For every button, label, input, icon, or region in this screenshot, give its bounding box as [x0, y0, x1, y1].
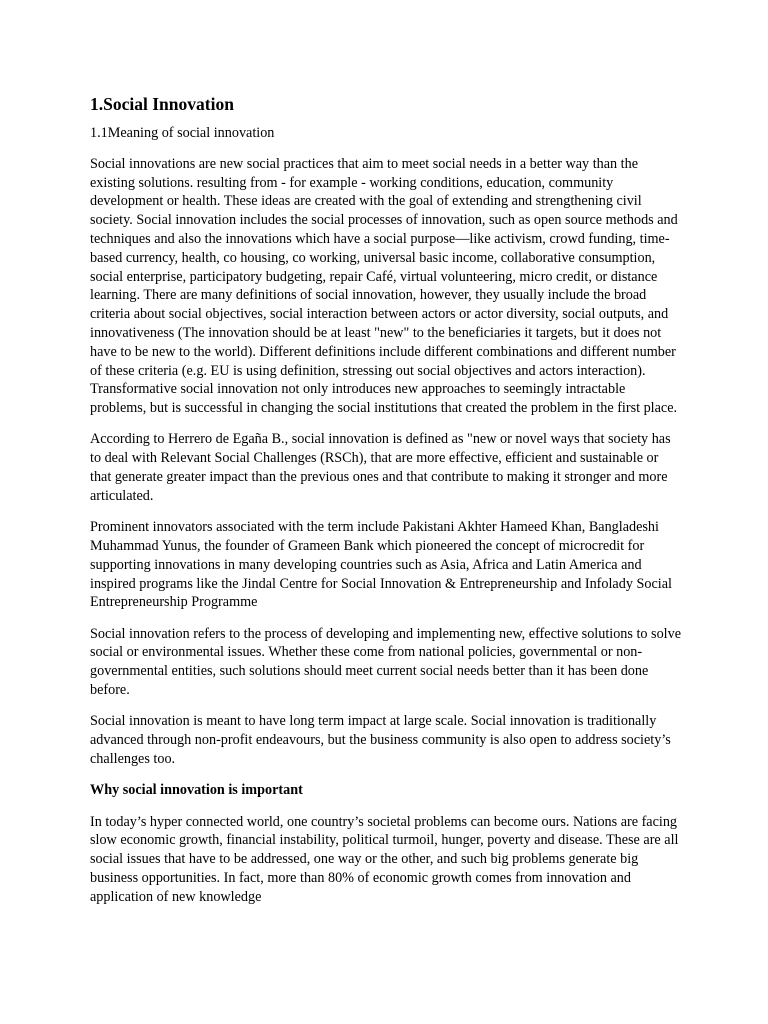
paragraph-importance: In today’s hyper connected world, one country’s societal problems can become ours. Nations are facing slow economic growth, financial instability, political turmoil, hunger, poverty and disease. These are all social issues that have to be addressed, one way or the other, and such big problems generate big business opportunities. In fact, more than 80% of economic growth comes from innovation and application of new knowledge [90, 813, 679, 905]
paragraph-definition: Social innovations are new social practices that aim to meet social needs in a better way than the existing solutions. resulting from - for example - working conditions, education, community development or health. These ideas are created with the goal of extending and strengthening civil society. Social innovation includes the social processes of innovation, such as open source methods and techniques and also the innovations which have a social purpose—like activism, crowd funding, time-based currency, health, co housing, co working, universal basic income, collaborative consumption, social enterprise, participatory budgeting, repair Café, virtual volunteering, micro credit, or distance learning. There are many definitions of social innovation, however, they usually include the broad criteria about social objectives, social interaction between actors or actor diversity, social outputs, and innovativeness (The innovation should be at least "new" to the beneficiaries it targets, but it does not have to be new to the world). Different definitions include different combinations and different number of these criteria (e.g. EU is using definition, stressing out social objectives and actors interaction). Transformative social innovation not only introduces new approaches to seemingly intractable problems, but is successful in changing the social institutions that created the problem in the first place. [90, 155, 678, 417]
paragraph-innovators: Prominent innovators associated with the term include Pakistani Akhter Hameed Khan, Bangladeshi Muhammad Yunus, the founder of Grameen Bank which pioneered the concept of microcredit for supporting innovations in many developing countries such as Asia, Africa and Latin America and inspired programs like the Jindal Centre for Social Innovation & Entrepreneurship and Infolady Social Entrepreneurship Programme [90, 519, 672, 611]
paragraph-process: Social innovation refers to the process of developing and implementing new, effective solutions to solve social or environmental issues. Whether these come from national policies, governmental or non-governmental entities, such solutions should meet current social needs better than it has been done before. [90, 625, 682, 699]
paragraph-impact: Social innovation is meant to have long term impact at large scale. Social innovation is traditionally advanced through non-profit endeavours, but the business community is also open to address society’s challenges too. [90, 713, 671, 767]
document-page [90, 93, 682, 919]
section-heading: Why social innovation is important [90, 782, 303, 799]
section-subtitle: 1.1Meaning of social innovation [90, 125, 275, 141]
paragraph-herrero: According to Herrero de Egaña B., social innovation is defined as "new or novel ways that society has to deal with Relevant Social Challenges (RSCh), that are more effective, efficient and sustainable or that generate greater impact than the previous ones and that contribute to making it stronger and more articulated. [90, 431, 671, 504]
document-title: 1.Social Innovation [90, 94, 234, 114]
